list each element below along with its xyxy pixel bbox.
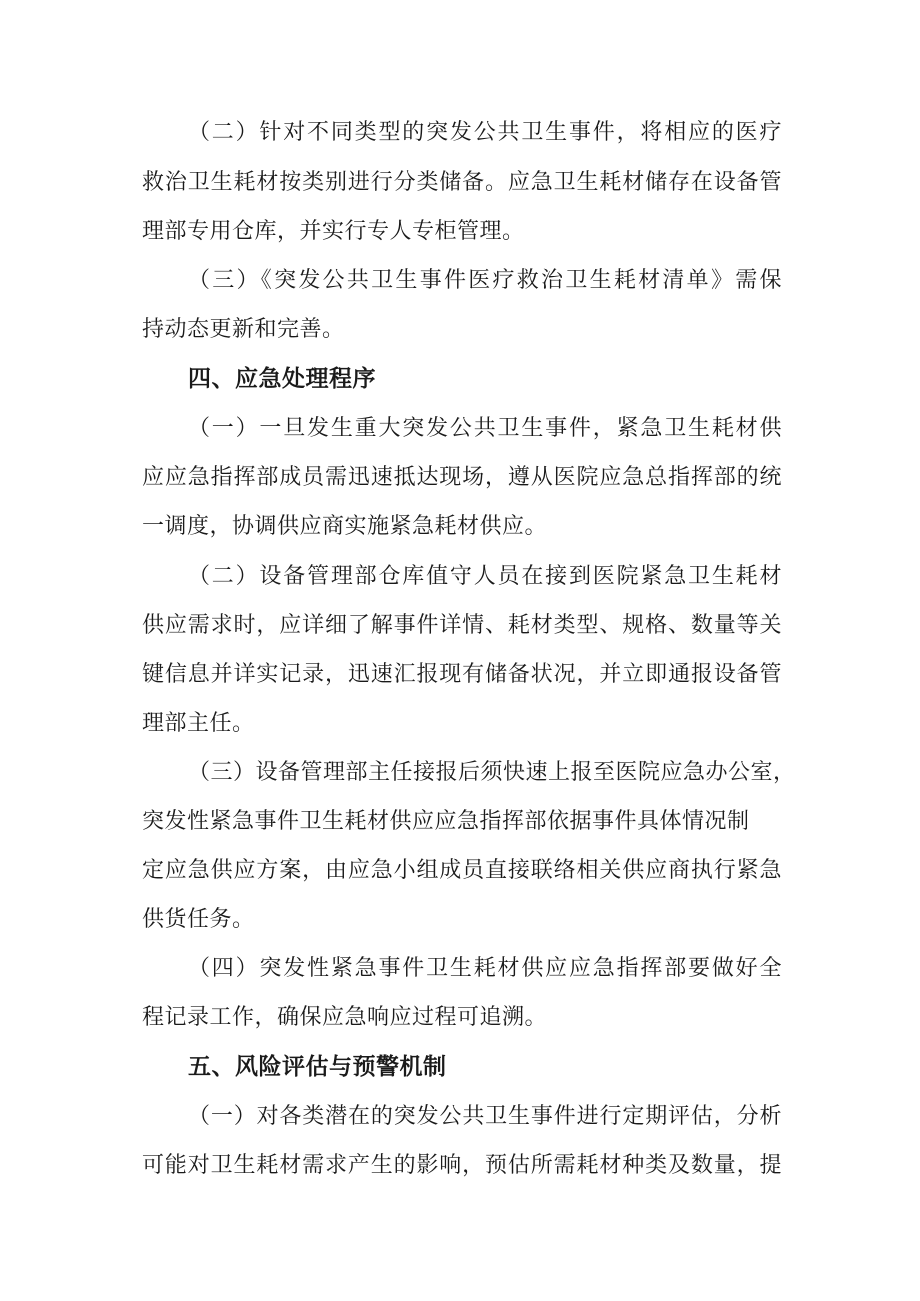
- paragraph-line: 键信息并详实记录，迅速汇报现有储备状况，并立即通报设备管: [142, 662, 782, 687]
- paragraph-line: 可能对卫生耗材需求产生的影响，预估所需耗材种类及数量，提: [142, 1153, 782, 1178]
- paragraph-line: 持动态更新和完善。: [142, 317, 345, 342]
- paragraph-line: 定应急供应方案，由应急小组成员直接联络相关供应商执行紧急: [142, 858, 782, 883]
- section-heading: 五、风险评估与预警机制: [188, 1054, 447, 1080]
- paragraph-line: （三）《突发公共卫生事件医疗救治卫生耗材清单》需保: [188, 268, 782, 293]
- section-heading: 四、应急处理程序: [188, 366, 376, 392]
- paragraph-line: 程记录工作，确保应急响应过程可追溯。: [142, 1005, 548, 1030]
- paragraph-line: （三）设备管理部主任接报后须快速上报至医院应急办公室，: [188, 760, 796, 785]
- paragraph-line: （四）突发性紧急事件卫生耗材供应应急指挥部要做好全: [188, 956, 782, 981]
- paragraph-line: 供应需求时，应详细了解事件详情、耗材类型、规格、数量等关: [142, 613, 782, 638]
- paragraph-line: 理部主任。: [142, 711, 255, 736]
- paragraph-line: 理部专用仓库，并实行专人专柜管理。: [142, 219, 525, 244]
- paragraph-line: （二）针对不同类型的突发公共卫生事件，将相应的医疗: [188, 120, 782, 145]
- paragraph-line: 突发性紧急事件卫生耗材供应应急指挥部依据事件具体情况制: [142, 809, 750, 834]
- paragraph-line: 救治卫生耗材按类别进行分类储备。应急卫生耗材储存在设备管: [142, 170, 782, 195]
- paragraph-line: 应应急指挥部成员需迅速抵达现场，遵从医院应急总指挥部的统: [142, 465, 782, 490]
- paragraph-line: 一调度，协调供应商实施紧急耗材供应。: [142, 514, 548, 539]
- paragraph-line: （一）对各类潜在的突发公共卫生事件进行定期评估，分析: [188, 1104, 782, 1129]
- paragraph-line: （一）一旦发生重大突发公共卫生事件，紧急卫生耗材供: [188, 416, 782, 441]
- paragraph-line: 供货任务。: [142, 907, 255, 932]
- paragraph-line: （二）设备管理部仓库值守人员在接到医院紧急卫生耗材: [188, 564, 782, 589]
